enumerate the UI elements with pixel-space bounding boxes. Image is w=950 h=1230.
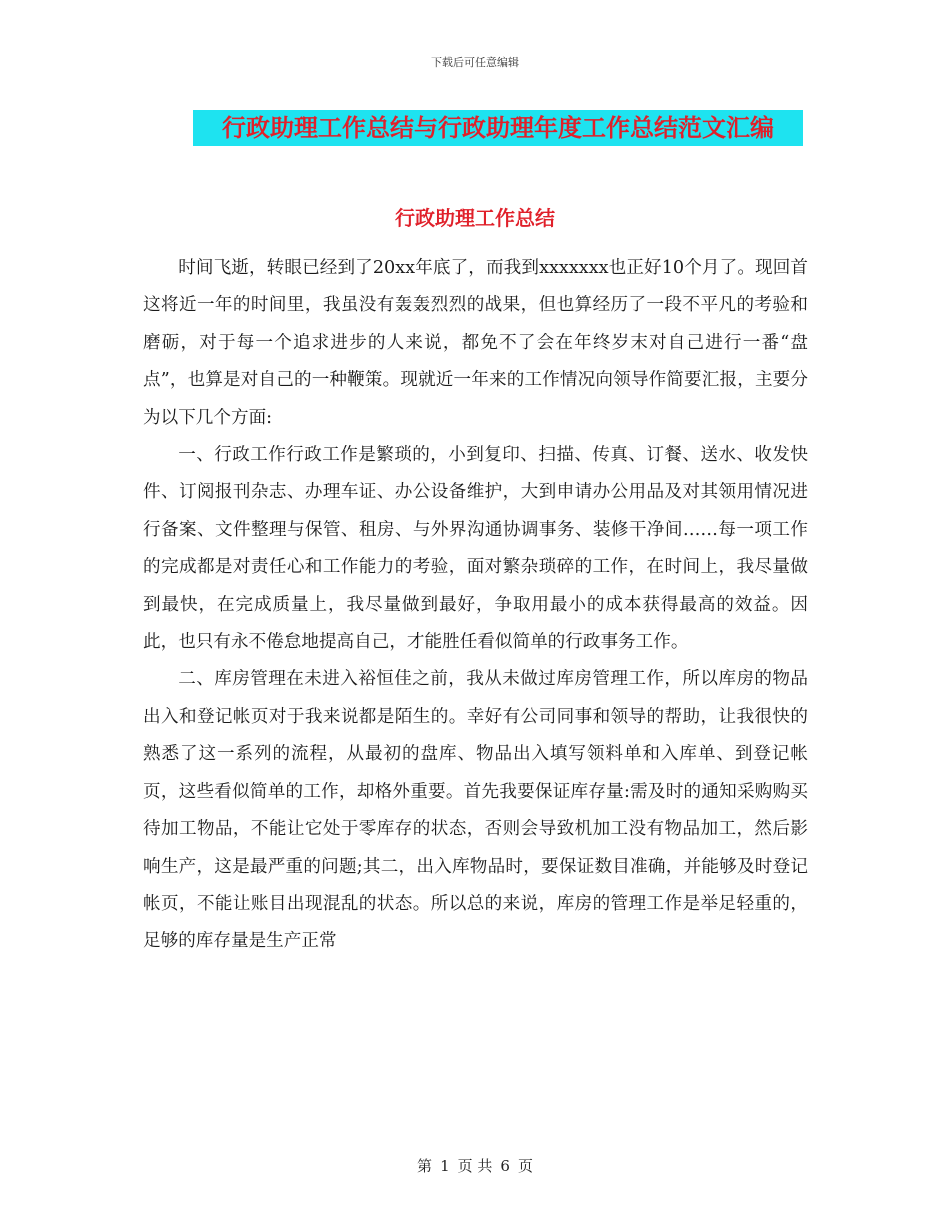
- header-note: 下载后可任意编辑: [431, 56, 519, 69]
- footer-suffix: 页: [517, 1157, 533, 1175]
- paragraph-admin-work: 一、行政工作行政工作是繁琐的，小到复印、扫描、传真、订餐、送水、收发快件、订阅报刊杂志、办理车证、办公设备维护，大到申请办公用品及对其领用情况进行备案、文件整理与保管、租房、与外界沟通协调事务、装修干净间……每一项工作的完成都是对责任心和工作能力的考验，面对繁杂琐碎的工作，在时间上，我尽量做到最快，在完成质量上，我尽量做到最好，争取用最小的成本获得最高的效益。因此，也只有永不倦怠地提高自己，才能胜任看似简单的行政事务工作。: [143, 445, 808, 653]
- section-title: 行政助理工作总结: [395, 206, 555, 230]
- total-pages: 6: [500, 1157, 510, 1175]
- page-footer: [0, 1155, 950, 1176]
- footer-middle: 页 共: [457, 1157, 493, 1175]
- body-text: [143, 250, 808, 961]
- document-main-title: 行政助理工作总结与行政助理年度工作总结范文汇编: [193, 110, 803, 146]
- paragraph-warehouse: 二、库房管理在未进入裕恒佳之前，我从未做过库房管理工作，所以库房的物品出入和登记帐页对于我来说都是陌生的。幸好有公司同事和领导的帮助，让我很快的熟悉了这一系列的流程，从最初的盘库、物品出入填写领料单和入库单、到登记帐页，这些看似简单的工作，却格外重要。首先我要保证库存量:需及时的通知采购购买待加工物品，不能让它处于零库存的状态，否则会导致机加工没有物品加工，然后影响生产，这是最严重的问题;其二，出入库物品时，要保证数目准确，并能够及时登记帐页，不能让账目出现混乱的状态。所以总的来说，库房的管理工作是举足轻重的，足够的库存量是生产正常: [143, 669, 808, 952]
- page-number: 1: [440, 1157, 450, 1175]
- footer-prefix: 第: [417, 1157, 433, 1175]
- paragraph-intro: 时间飞逝，转眼已经到了20xx年底了，而我到xxxxxxx也正好10个月了。现回首这将近一年的时间里，我虽没有轰轰烈烈的战果，但也算经历了一段不平凡的考验和磨砺，对于每一个追求进步的人来说，都免不了会在年终岁末对自己进行一番“盘点”，也算是对自己的一种鞭策。现就近一年来的工作情况向领导作简要汇报，主要分为以下几个方面:: [143, 258, 808, 428]
